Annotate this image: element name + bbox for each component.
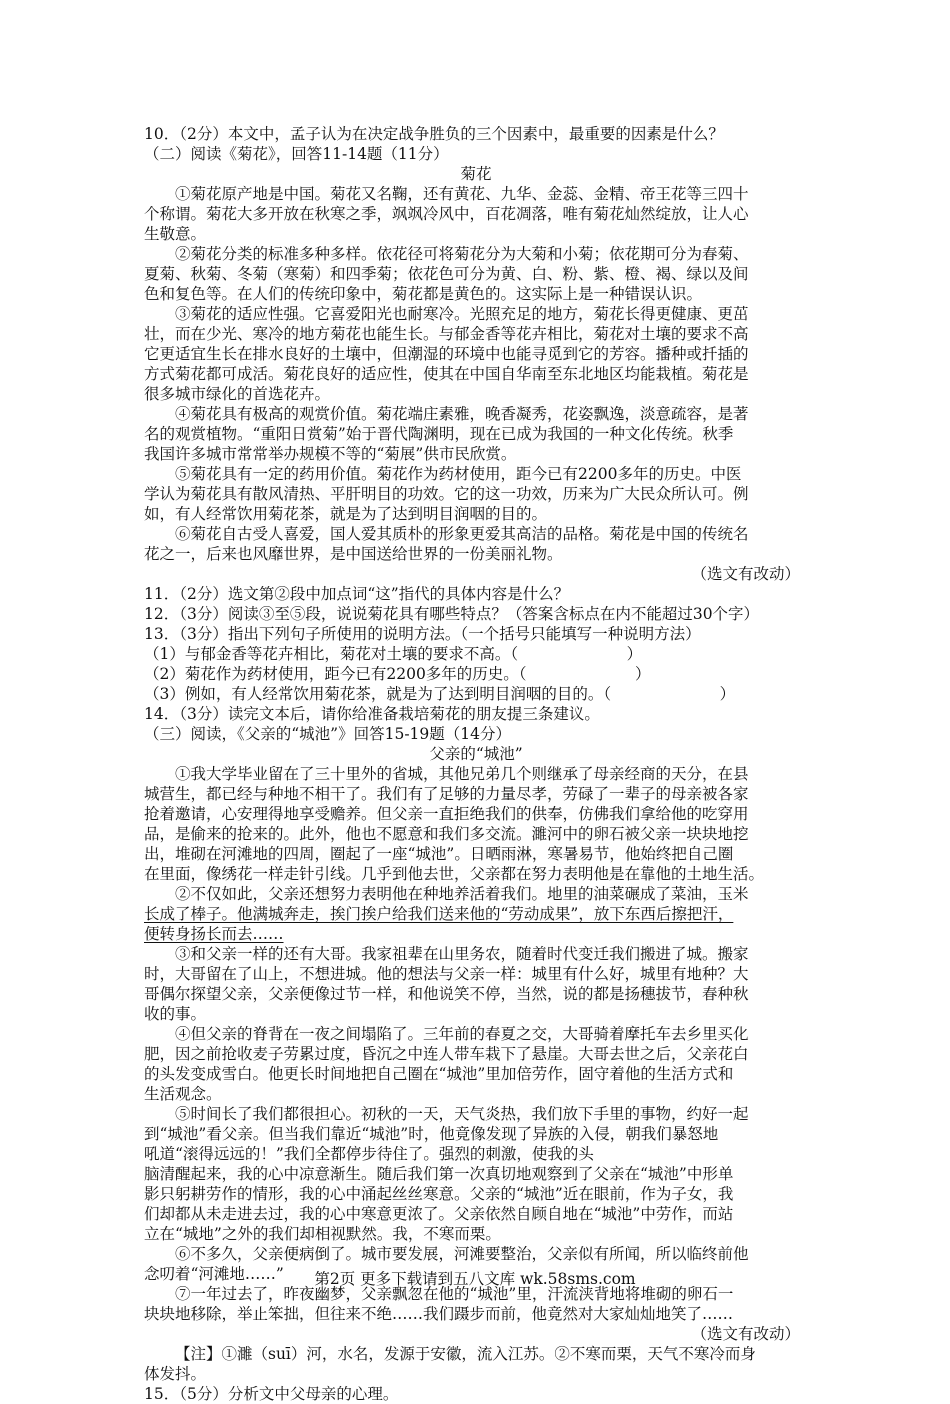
paragraph-line: ②不仅如此，父亲还想努力表明他在种地养活着我们。地里的油菜碾成了菜油，玉米 xyxy=(175,885,749,903)
paragraph-line: 念叨着“河滩地……” xyxy=(144,1265,284,1283)
paragraph-line: 们却都从未走进去过，我的心中寒意更浓了。父亲依然自顾自地在“城池”中劳作，而站 xyxy=(144,1205,734,1223)
paragraph-line: 如，有人经常饮用菊花茶，就是为了达到明目润咽的目的。 xyxy=(144,505,548,523)
underlined-sentence: 长成了棒子。他满城奔走，挨门挨户给我们送来他的“劳动成果”，放下东西后擦把汗， xyxy=(144,905,734,923)
paragraph-line: ①我大学毕业留在了三十里外的省城，其他兄弟几个则继承了母亲经商的天分，在县 xyxy=(175,765,749,783)
section-3-header: （三）阅读，《父亲的“城池”》回答15-19题（14分） xyxy=(144,725,512,743)
paragraph-line: 城营生，都已经与种地不相干了。我们有了足够的力量尽孝，劳碌了一辈子的母亲被各家 xyxy=(144,785,749,803)
underlined-sentence: 便转身扬长而去…… xyxy=(144,925,284,943)
paragraph-line xyxy=(144,904,808,924)
paragraph-line: 脑清醒起来，我的心中凉意渐生。随后我们第一次真切地观察到了父亲在“城池”中形单 xyxy=(144,1165,734,1183)
paragraph-line: 影只躬耕劳作的情形，我的心中涌起丝丝寒意。父亲的“城池”近在眼前，作为子女，我 xyxy=(144,1185,734,1203)
paragraph-line: 方式菊花都可成活。菊花良好的适应性，使其在中国自华南至东北地区均能栽植。菊花是 xyxy=(144,365,749,383)
section-2-header: （二）阅读《菊花》，回答11-14题（11分） xyxy=(144,145,449,163)
page-footer: 第2页 更多下载请到五八文库 wk.58sms.com xyxy=(314,1270,636,1288)
paragraph-line: ②菊花分类的标准多种多样。依花径可将菊花分为大菊和小菊；依花期可分为春菊、 xyxy=(175,245,749,263)
paragraph-line: 生活观念。 xyxy=(144,1085,222,1103)
question-line: （3）例如，有人经常饮用菊花茶，就是为了达到明目润咽的目的。（ ） xyxy=(144,685,736,703)
paragraph-line: ⑦一年过去了，昨夜幽梦，父亲飘忽在他的“城池”里，汗流浃背地将堆砌的卵石一 xyxy=(175,1285,734,1303)
paragraph-line: 哥偶尔探望父亲，父亲便像过节一样，和他说笑不停，当然，说的都是扬穗拔节，春种秋 xyxy=(144,985,749,1003)
paragraph-line: ④菊花具有极高的观赏价值。菊花端庄素雅，晚香凝秀，花姿飘逸，淡意疏容，是著 xyxy=(175,405,749,423)
article-title-juhua: 菊花 xyxy=(460,165,492,183)
paragraph-line: 我国许多城市常常举办规模不等的“菊展”供市民欣赏。 xyxy=(144,445,517,463)
article-title-fuqin: 父亲的“城池” xyxy=(429,745,523,763)
paragraph-line: 夏菊、秋菊、冬菊（寒菊）和四季菊；依花色可分为黄、白、粉、紫、橙、褐、绿以及间 xyxy=(144,265,749,283)
paragraph-line: 抢着邀请，心安理得地享受赡养。但父亲一直拒绝我们的供奉，仿佛我们拿给他的吃穿用 xyxy=(144,805,749,823)
question-line: 12．（3分）阅读③至⑤段，说说菊花具有哪些特点？（答案含标点在内不能超过30个字） xyxy=(144,605,760,623)
note-line: 体发抖。 xyxy=(144,1365,207,1383)
paragraph-line: 收的事。 xyxy=(144,1005,207,1023)
paragraph-line: ⑤时间长了我们都很担心。初秋的一天，天气炎热，我们放下手里的事物，约好一起 xyxy=(175,1105,749,1123)
question-line: 13．（3分）指出下列句子所使用的说明方法。（一个括号只能填写一种说明方法） xyxy=(144,625,701,643)
paragraph-line: ⑥不多久，父亲便病倒了。城市要发展，河滩要整治，父亲似有所闻，所以临终前他 xyxy=(175,1245,749,1263)
document-body xyxy=(144,124,808,1404)
paragraph-line: 花之一，后来也风靡世界，是中国送给世界的一份美丽礼物。 xyxy=(144,545,563,563)
paragraph-line: 时，大哥留在了山上，不想进城。他的想法与父亲一样：城里有什么好，城里有地种？大 xyxy=(144,965,749,983)
paragraph-line: 出，堆砌在河滩地的四周，圈起了一座“城池”。日晒雨淋，寒暑易节，他始终把自己圈 xyxy=(144,845,734,863)
article-body-juhua xyxy=(144,184,808,564)
article-body-fuqin xyxy=(144,764,808,1324)
question-line: 11．（2分）选文第②段中加点词“这”指代的具体内容是什么？ xyxy=(144,585,570,603)
paragraph-line: ⑥菊花自古受人喜爱，国人爱其质朴的形象更爱其高洁的品格。菊花是中国的传统名 xyxy=(175,525,749,543)
question-15: 15．（5分）分析文中父母亲的心理。 xyxy=(144,1385,399,1403)
paragraph-line: 到“城池”看父亲。但当我们靠近“城池”时，他竟像发现了异族的入侵，朝我们暴怒地 xyxy=(144,1125,719,1143)
paragraph-line: ④但父亲的脊背在一夜之间塌陷了。三年前的春夏之交，大哥骑着摩托车去乡里买化 xyxy=(175,1025,749,1043)
paragraph-line: 壮，而在少光、寒冷的地方菊花也能生长。与郁金香等花卉相比，菊花对土壤的要求不高 xyxy=(144,325,749,343)
paragraph-line: 肥，因之前抢收麦子劳累过度，昏沉之中连人带车栽下了悬崖。大哥去世之后，父亲花白 xyxy=(144,1045,749,1063)
question-line: （1）与郁金香等花卉相比，菊花对土壤的要求不高。（ ） xyxy=(144,645,643,663)
paragraph-line: 块块地移除，举止笨拙，但往来不绝……我们蹑步而前，他竟然对大家灿灿地笑了…… xyxy=(144,1305,734,1323)
paragraph-line: 在里面，像绣花一样走针引线。几乎到他去世，父亲都在努力表明他是在靠他的土地生活。 xyxy=(144,865,765,883)
paragraph-line: 的头发变成雪白。他更长时间地把自己圈在“城池”里加倍劳作，固守着他的生活方式和 xyxy=(144,1065,734,1083)
question-line: 14．（3分）读完文本后，请你给准备栽培菊花的朋友提三条建议。 xyxy=(144,705,600,723)
paragraph-line: 生敬意。 xyxy=(144,225,207,243)
questions-11-14 xyxy=(144,584,808,724)
paragraph-line: 个称谓。菊花大多开放在秋寒之季，飒飒冷风中，百花凋落，唯有菊花灿然绽放，让人心 xyxy=(144,205,749,223)
paragraph-line: ①菊花原产地是中国。菊花又名鞠，还有黄花、九华、金蕊、金精、帝王花等三四十 xyxy=(175,185,749,203)
note-line: 【注】①濉（suī）河，水名，发源于安徽，流入江苏。②不寒而栗，天气不寒冷而身 xyxy=(175,1345,756,1363)
paragraph-line: 学认为菊花具有散风清热、平肝明目的功效。它的这一功效，历来为广大民众所认可。例 xyxy=(144,485,749,503)
paragraph-line xyxy=(144,924,808,944)
paragraph-line: 它更适宜生长在排水良好的土壤中，但潮湿的环境中也能寻觅到它的芳容。播种或扦插的 xyxy=(144,345,749,363)
question-line: （2）菊花作为药材使用，距今已有2200多年的历史。（ ） xyxy=(144,665,651,683)
question-10: 10．（2分）本文中，孟子认为在决定战争胜负的三个因素中，最重要的因素是什么？ xyxy=(144,125,724,143)
paragraph-line: ③和父亲一样的还有大哥。我家祖辈在山里务农，随着时代变迁我们搬进了城。搬家 xyxy=(175,945,749,963)
paragraph-line: 色和复色等。在人们的传统印象中，菊花都是黄色的。这实际上是一种错误认识。 xyxy=(144,285,703,303)
annotation-note xyxy=(144,1344,808,1384)
paragraph-line: 品，是偷来的抢来的。此外，他也不愿意和我们多交流。濉河中的卵石被父亲一块块地挖 xyxy=(144,825,749,843)
paragraph-line: 很多城市绿化的首选花卉。 xyxy=(144,385,331,403)
paragraph-line: ⑤菊花具有一定的药用价值。菊花作为药材使用，距今已有2200多年的历史。中医 xyxy=(175,465,742,483)
paragraph-line: 名的观赏植物。“重阳日赏菊”始于晋代陶渊明，现在已成为我国的一种文化传统。秋季 xyxy=(144,425,734,443)
source-note-fuqin: （选文有改动） xyxy=(691,1325,800,1343)
source-note-juhua: （选文有改动） xyxy=(691,565,800,583)
paragraph-line: 吼道“滚得远远的！”我们全都停步待住了。强烈的刺激，使我的头 xyxy=(144,1145,594,1163)
paragraph-line: ③菊花的适应性强。它喜爱阳光也耐寒冷。光照充足的地方，菊花长得更健康、更茁 xyxy=(175,305,749,323)
paragraph-line: 立在“城地”之外的我们却相视默然。我，不寒而栗。 xyxy=(144,1225,501,1243)
